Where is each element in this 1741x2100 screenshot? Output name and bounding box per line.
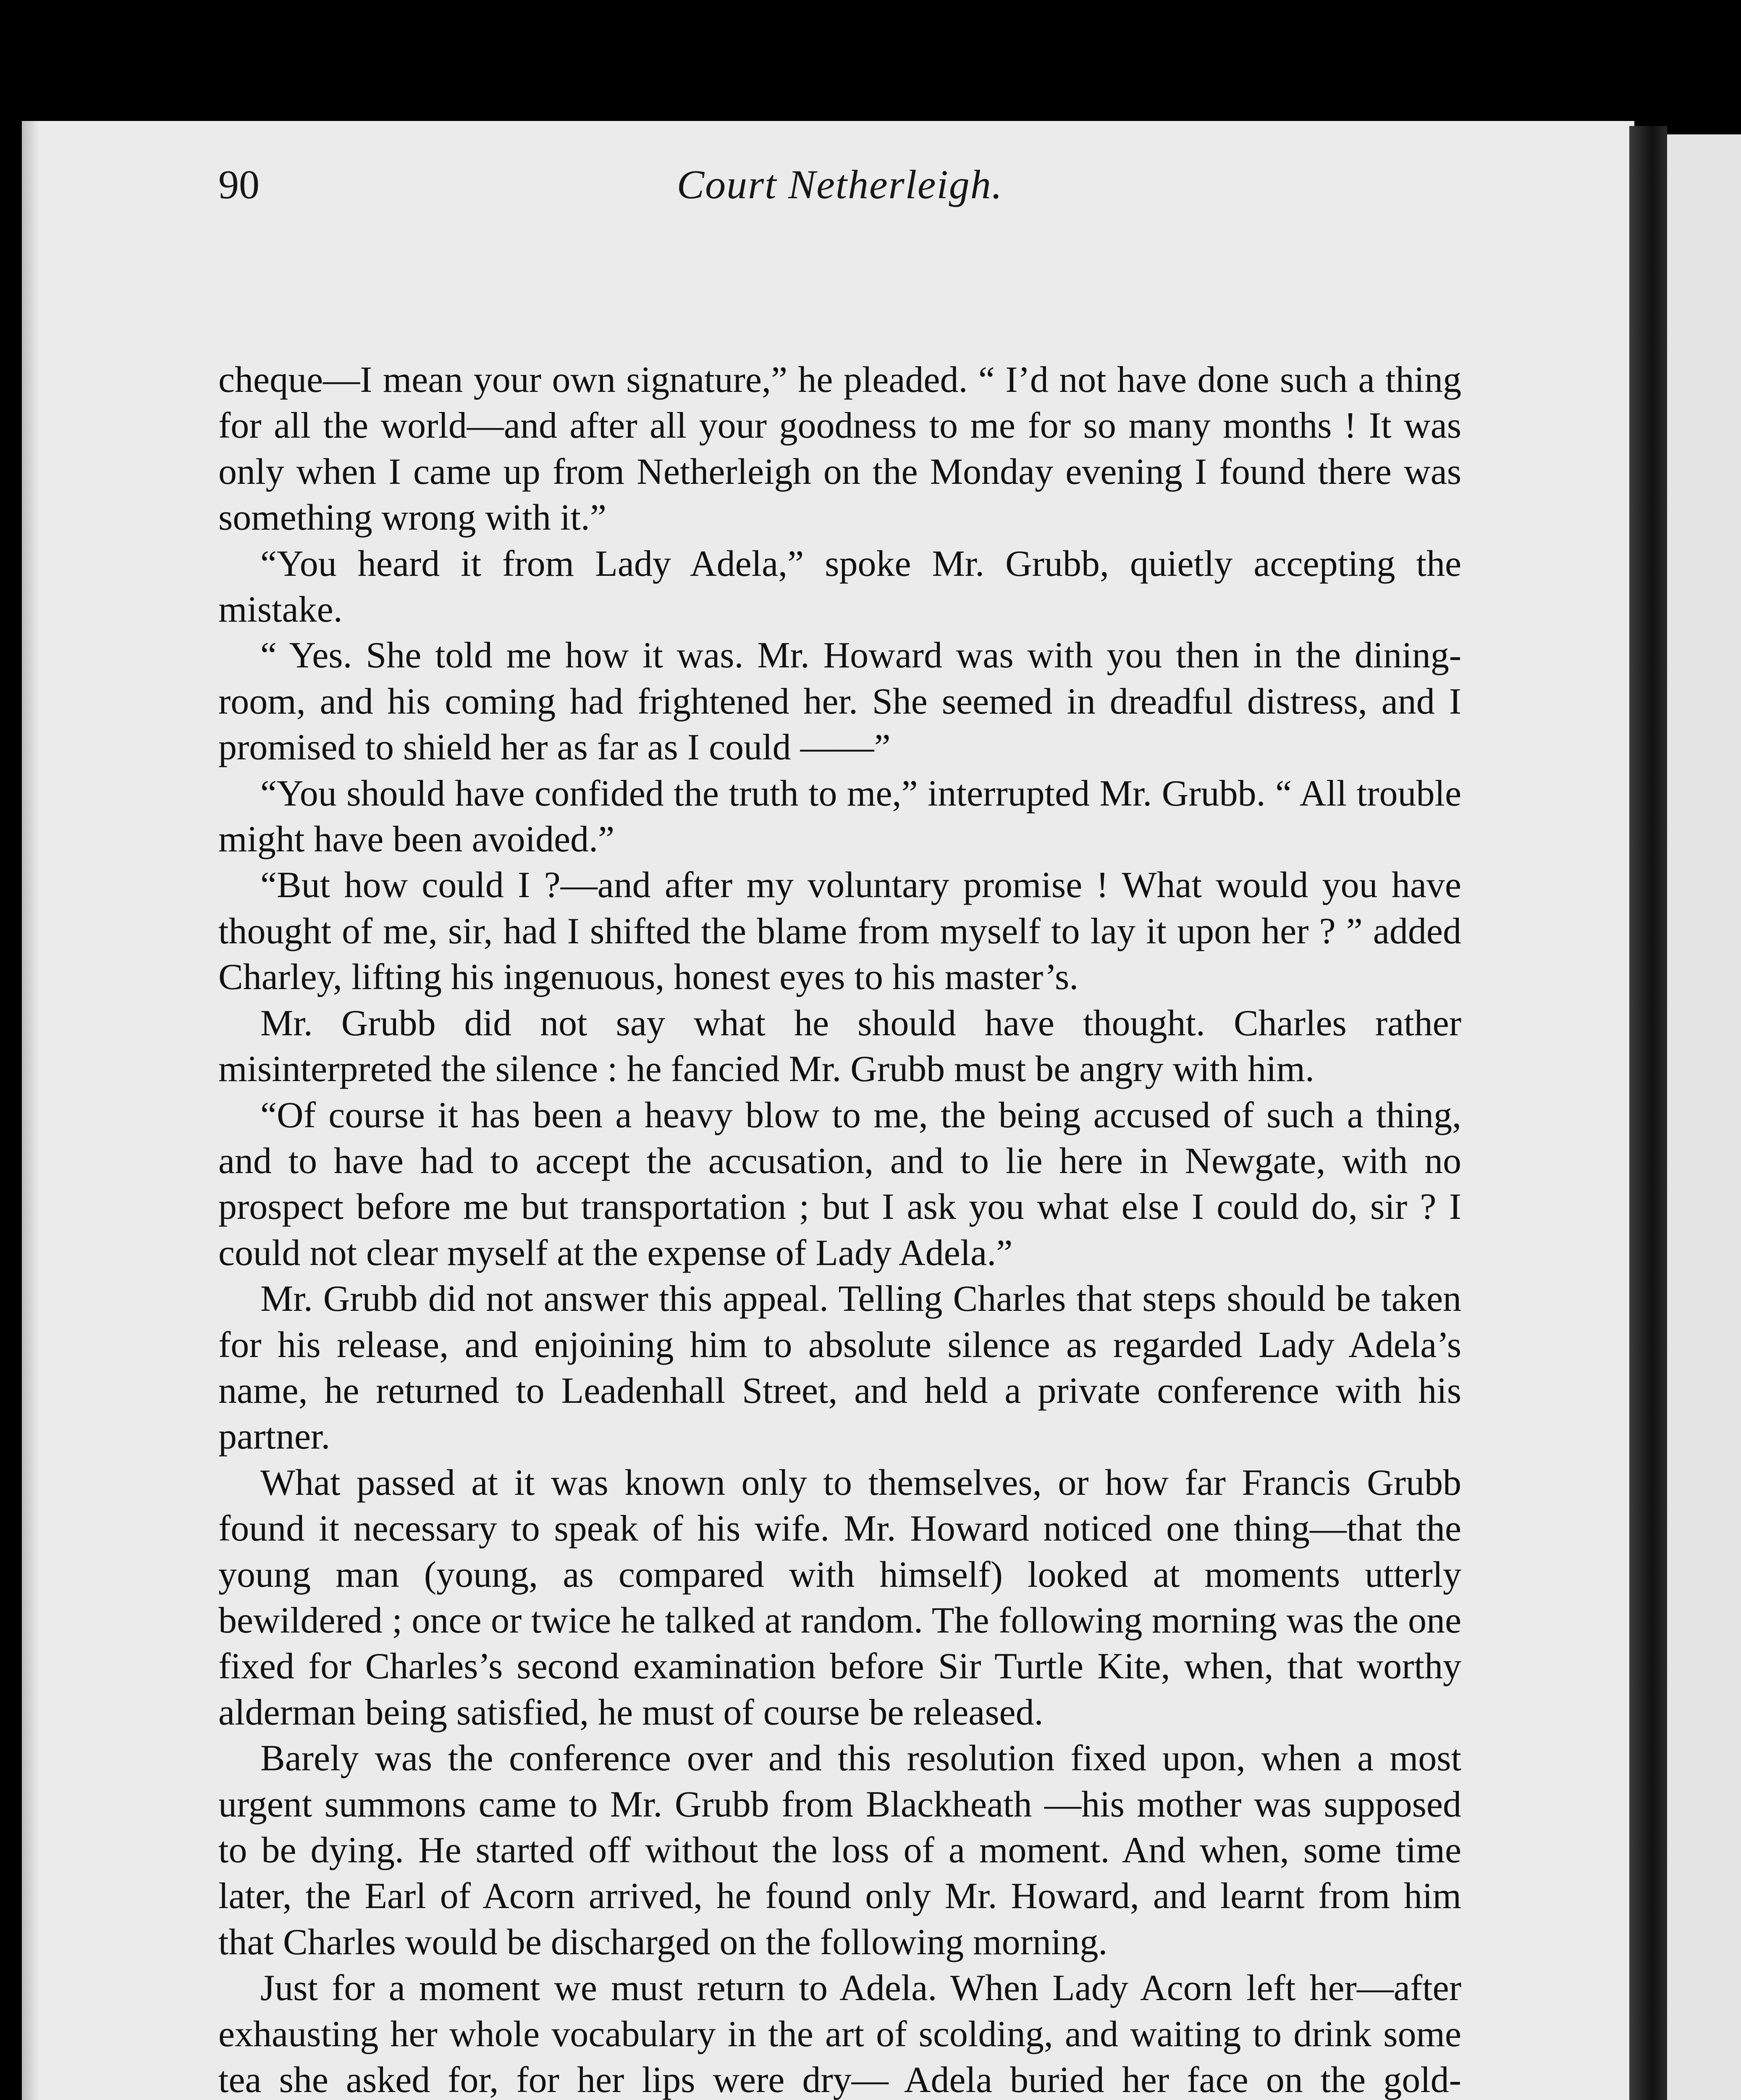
facing-page-edge	[1667, 134, 1741, 2100]
paragraph: “You should have confided the truth to me,” interrupted Mr. Grubb. “ All trouble might have been avoided.”	[218, 773, 1461, 860]
page-number: 90	[218, 162, 260, 207]
paragraph: cheque—I mean your own signature,” he pleaded. “ I’d not have done such a thing for all the world—and after all your goodness to me for so many months ! It was only when I came up from Netherleigh on the Monday evening I found there was something wrong with it.”	[218, 360, 1461, 538]
paragraph: “But how could I ?—and after my voluntary promise ! What would you have thought of me, sir, had I shifted the blame from myself to lay it upon her ? ” added Charley, lifting his ingenuous, honest eyes to his master’s.	[218, 865, 1461, 998]
paragraph: “Of course it has been a heavy blow to me, the being accused of such a thing, and to have had to accept the accusation, and to lie here in Newgate, with no prospect before me but transportation ; but I ask you what else I could do, sir ? I could not clear myself at the expense of Lady Adela.”	[218, 1095, 1461, 1273]
body-text	[218, 357, 1461, 2100]
running-title: Court Netherleigh.	[676, 162, 1003, 207]
paragraph: Mr. Grubb did not say what he should have thought. Charles rather misinterpreted the silence : he fancied Mr. Grubb must be angry with him.	[218, 1003, 1461, 1090]
page-edge-shadow	[22, 121, 39, 2100]
paragraph: “ Yes. She told me how it was. Mr. Howard was with you then in the dining-room, and his coming had frightened her. She seemed in dreadful distress, and I promised to shield her as far as I could ——”	[218, 635, 1461, 768]
paragraph: “You heard it from Lady Adela,” spoke Mr. Grubb, quietly accepting the mistake.	[218, 543, 1461, 630]
book-gutter	[1629, 126, 1667, 2100]
paragraph: Barely was the conference over and this resolution fixed upon, when a most urgent summons came to Mr. Grubb from Blackheath —his mother was supposed to be dying. He started off without the loss of a moment. And when, some time later, the Earl of Acorn arrived, he found only Mr. Howard, and learnt from him that Charles would be discharged on the following morning.	[218, 1738, 1461, 1963]
paragraph: Mr. Grubb did not answer this appeal. Telling Charles that steps should be taken for his release, and enjoining him to absolute silence as regarded Lady Adela’s name, he returned to Leadenhall Street, and held a private conference with his partner.	[218, 1278, 1461, 1457]
paragraph: What passed at it was known only to themselves, or how far Francis Grubb found it necessary to speak of his wife. Mr. Howard noticed one thing—that the young man (young, as compared with himself) looked at moments utterly bewildered ; once or twice he talked at random. The following morning was the one fixed for Charles’s second examination before Sir Turtle Kite, when, that worthy alderman being satisfied, he must of course be released.	[218, 1462, 1461, 1733]
paragraph: Just for a moment we must return to Adela. When Lady Acorn left her—after exhausting her whole vocabulary in the art of scolding, and waiting to drink some tea she asked for, for her lips were dry— Adela buried her face on the gold-	[218, 1968, 1461, 2100]
page-header	[218, 155, 1461, 214]
